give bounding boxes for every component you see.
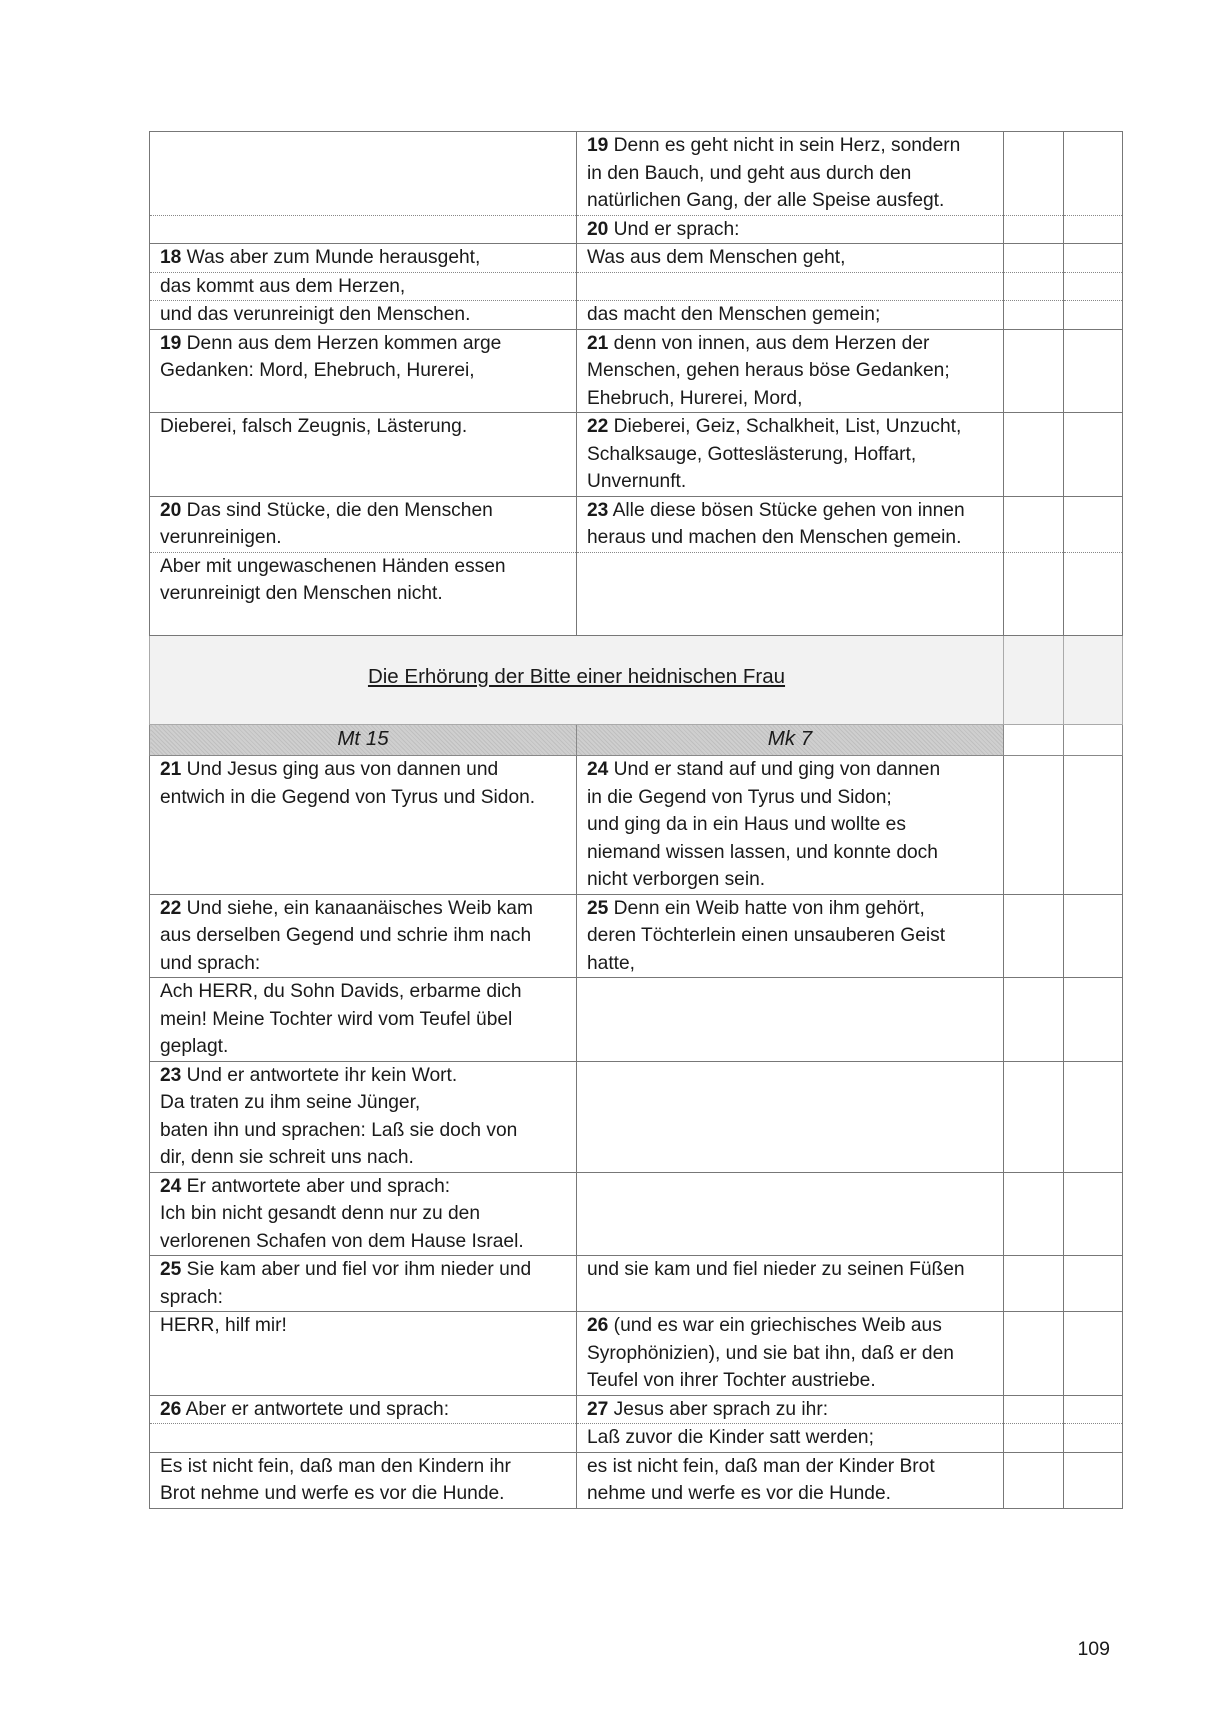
verse-text: Und siehe, ein kanaanäisches Weib kam aus derselben Gegend und schrie ihm nach und sprach: (160, 897, 533, 974)
check-cell (1004, 725, 1064, 756)
check-cell (1064, 1312, 1123, 1396)
check-cell (1064, 132, 1123, 216)
verse-text: Und er antwortete ihr kein Wort. Da traten zu ihm seine Jünger, baten ihn und sprachen: Laß sie doch von dir, denn sie schreit uns nach. (160, 1064, 518, 1168)
mt-cell (150, 329, 577, 413)
table-row (150, 894, 1123, 978)
mk-cell (577, 894, 1004, 978)
table-row (150, 1061, 1123, 1172)
mk-cell: das macht den Menschen gemein; (577, 301, 1004, 330)
mt-cell (150, 1172, 577, 1256)
verse-number: 20 (160, 499, 182, 521)
check-cell (1004, 1061, 1064, 1172)
mk-cell (577, 978, 1004, 1062)
synopsis-table (149, 131, 1123, 1509)
verse-text: Und Jesus ging aus von dannen und entwich in die Gegend von Tyrus und Sidon. (160, 759, 536, 808)
mk-cell (577, 1312, 1004, 1396)
column-header-mt: Mt 15 (150, 725, 577, 756)
verse-number: 23 (587, 499, 609, 521)
check-cell (1004, 413, 1064, 497)
verse-text: Denn es geht nicht in sein Herz, sondern in den Bauch, und geht aus durch den natürlichen Gang, der alle Speise ausfegt. (587, 135, 961, 211)
verse-text: Alle diese bösen Stücke gehen von innen heraus und machen den Menschen gemein. (587, 499, 965, 548)
verse-text: Sie kam aber und fiel vor ihm nieder und sprach: (160, 1259, 532, 1308)
table-row (150, 1312, 1123, 1396)
mt-cell: Dieberei, falsch Zeugnis, Lästerung. (150, 413, 577, 497)
mk-cell: Was aus dem Menschen geht, (577, 244, 1004, 273)
mk-cell (577, 1395, 1004, 1424)
table-row (150, 1256, 1123, 1312)
check-cell (1004, 635, 1064, 725)
mt-cell: Es ist nicht fein, daß man den Kindern ihr Brot nehme und werfe es vor die Hunde. (150, 1452, 577, 1508)
mt-cell: und das verunreinigt den Menschen. (150, 301, 577, 330)
mk-cell: es ist nicht fein, daß man der Kinder Brot nehme und werfe es vor die Hunde. (577, 1452, 1004, 1508)
verse-text: Denn ein Weib hatte von ihm gehört, deren Töchterlein einen unsauberen Geist hatte, (587, 897, 946, 974)
check-cell (1004, 215, 1064, 244)
check-cell (1064, 1172, 1123, 1256)
verse-text: Denn aus dem Herzen kommen arge Gedanken: Mord, Ehebruch, Hurerei, (160, 332, 502, 381)
verse-number: 25 (160, 1259, 182, 1280)
check-cell (1064, 244, 1123, 273)
check-cell (1064, 1256, 1123, 1312)
mt-cell (150, 215, 577, 244)
column-header-row (150, 725, 1123, 756)
page-number: 109 (1077, 1638, 1110, 1660)
mt-cell: Aber mit ungewaschenen Händen essen verunreinigt den Menschen nicht. (150, 552, 577, 635)
check-cell (1064, 1395, 1123, 1424)
check-cell (1004, 272, 1064, 301)
section-title-cell (150, 635, 1004, 725)
check-cell (1064, 413, 1123, 497)
verse-number: 18 (160, 247, 182, 268)
mt-cell (150, 756, 577, 895)
check-cell (1004, 1172, 1064, 1256)
verse-number: 27 (587, 1398, 609, 1420)
verse-text: Aber er antwortete und sprach: (181, 1398, 450, 1420)
mt-cell (150, 496, 577, 552)
check-cell (1004, 132, 1064, 216)
verse-number: 23 (160, 1064, 182, 1086)
section-title: Die Erhörung der Bitte einer heidnischen Frau (367, 665, 786, 688)
mt-cell (150, 1424, 577, 1453)
table-row (150, 1424, 1123, 1453)
mt-cell: HERR, hilf mir! (150, 1312, 577, 1396)
check-cell (1064, 978, 1123, 1062)
mk-cell (577, 496, 1004, 552)
mk-cell (577, 272, 1004, 301)
verse-text: Was aber zum Munde herausgeht, (181, 247, 481, 268)
verse-text: Das sind Stücke, die den Menschen verunreinigen. (160, 499, 493, 548)
check-cell (1064, 272, 1123, 301)
verse-number: 26 (587, 1315, 609, 1336)
table-row (150, 244, 1123, 273)
verse-number: 19 (160, 332, 182, 354)
check-cell (1064, 635, 1123, 725)
mk-cell (577, 1172, 1004, 1256)
check-cell (1004, 329, 1064, 413)
check-cell (1004, 894, 1064, 978)
verse-number: 22 (160, 897, 182, 919)
check-cell (1004, 1452, 1064, 1508)
table-row (150, 301, 1123, 330)
verse-text: denn von innen, aus dem Herzen der Menschen, gehen heraus böse Gedanken; Ehebruch, Hurerei, Mord, (587, 332, 950, 409)
mt-cell (150, 132, 577, 216)
check-cell (1004, 552, 1064, 635)
check-cell (1064, 301, 1123, 330)
mt-cell (150, 1395, 577, 1424)
verse-number: 24 (160, 1175, 182, 1197)
mk-cell: Laß zuvor die Kinder satt werden; (577, 1424, 1004, 1453)
check-cell (1004, 1312, 1064, 1396)
check-cell (1004, 301, 1064, 330)
verse-text: Er antwortete aber und sprach: Ich bin nicht gesandt denn nur zu den verlorenen Schafen von dem Hause Israel. (160, 1175, 524, 1252)
check-cell (1004, 1256, 1064, 1312)
mt-cell (150, 1256, 577, 1312)
check-cell (1064, 725, 1123, 756)
mk-cell (577, 329, 1004, 413)
check-cell (1064, 552, 1123, 635)
verse-text: Dieberei, Geiz, Schalkheit, List, Unzucht, Schalksauge, Gotteslästerung, Hoffart, Unvernunft. (587, 416, 962, 492)
mt-cell (150, 244, 577, 273)
table-row (150, 272, 1123, 301)
verse-text: Und er stand auf und ging von dannen in die Gegend von Tyrus und Sidon; und ging da in ein Haus und wollte es niemand wissen lassen, und konnte doch nicht verborgen sein. (587, 759, 941, 890)
table-row (150, 496, 1123, 552)
verse-number: 19 (587, 135, 609, 156)
verse-number: 21 (587, 332, 609, 354)
column-header-mk: Mk 7 (577, 725, 1004, 756)
mt-cell: Ach HERR, du Sohn Davids, erbarme dich mein! Meine Tochter wird vom Teufel übel geplagt. (150, 978, 577, 1062)
table-row (150, 552, 1123, 635)
verse-text: Und er sprach: (608, 218, 740, 240)
check-cell (1064, 329, 1123, 413)
table-row (150, 1172, 1123, 1256)
mk-cell (577, 756, 1004, 895)
check-cell (1064, 1424, 1123, 1453)
check-cell (1064, 215, 1123, 244)
mk-cell (577, 1061, 1004, 1172)
mt-cell (150, 894, 577, 978)
check-cell (1064, 894, 1123, 978)
check-cell (1004, 978, 1064, 1062)
check-cell (1064, 496, 1123, 552)
check-cell (1064, 1452, 1123, 1508)
verse-number: 25 (587, 897, 609, 919)
verse-number: 26 (160, 1398, 182, 1420)
verse-number: 20 (587, 218, 609, 240)
table-row (150, 329, 1123, 413)
table-row (150, 1452, 1123, 1508)
mk-cell (577, 215, 1004, 244)
check-cell (1004, 244, 1064, 273)
mt-cell (150, 1061, 577, 1172)
mk-cell (577, 552, 1004, 635)
table-row (150, 413, 1123, 497)
verse-text: (und es war ein griechisches Weib aus Syrophönizien), und sie bat ihn, daß er den Teufel von ihrer Tochter austriebe. (587, 1315, 954, 1391)
section-title-row (150, 635, 1123, 725)
verse-number: 24 (587, 759, 609, 780)
verse-text: Jesus aber sprach zu ihr: (608, 1398, 829, 1420)
mk-cell (577, 132, 1004, 216)
table-row (150, 215, 1123, 244)
table-row (150, 756, 1123, 895)
mk-cell (577, 413, 1004, 497)
mt-cell: das kommt aus dem Herzen, (150, 272, 577, 301)
table-row (150, 1395, 1123, 1424)
check-cell (1064, 1061, 1123, 1172)
check-cell (1064, 756, 1123, 895)
verse-number: 22 (587, 416, 609, 437)
table-row (150, 132, 1123, 216)
check-cell (1004, 1395, 1064, 1424)
verse-number: 21 (160, 759, 182, 780)
table-row (150, 978, 1123, 1062)
check-cell (1004, 1424, 1064, 1453)
mk-cell: und sie kam und fiel nieder zu seinen Füßen (577, 1256, 1004, 1312)
check-cell (1004, 756, 1064, 895)
check-cell (1004, 496, 1064, 552)
